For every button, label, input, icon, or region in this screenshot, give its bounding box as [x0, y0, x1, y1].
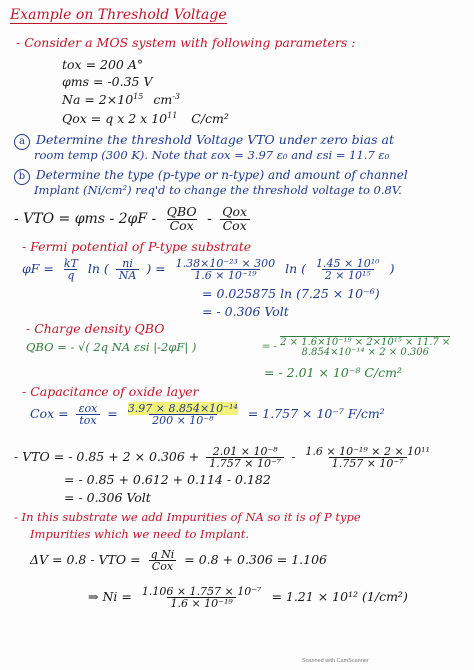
kt-over-q-fraction: [61, 258, 81, 281]
charge-radicand-line1: 2 × 1.6×10⁻¹⁹ × 2×10¹⁵ × 11.7 ×: [280, 337, 451, 348]
qni-numerator: q Ni: [150, 548, 175, 561]
qbo-over-cox-fraction: [164, 206, 200, 232]
vto-formula-lhs: - VTO = φms - 2φF -: [14, 211, 157, 227]
highlighted-value: 3.97 × 8.854×10⁻¹⁴: [127, 402, 238, 415]
param-qox-exp: 11: [167, 111, 178, 120]
param-qox-base: Qox = q x 2 x 10: [62, 111, 168, 127]
page-title: [10, 8, 227, 22]
task-b-marker: b: [14, 169, 30, 185]
fermi-ln2-open: ln (: [285, 261, 307, 276]
qbo-value-numerator: 2.01 × 10⁻⁸: [212, 445, 278, 458]
ni-value-numerator: 1.45 × 10¹⁰: [316, 257, 380, 270]
ni-value-numerator: 1.106 × 1.757 × 10⁻⁷: [141, 585, 262, 598]
cox-denominator-2: Cox: [220, 219, 250, 233]
fermi-ln2-close: ): [389, 261, 395, 276]
param-qox-unit: C/cm²: [191, 111, 229, 127]
cap-value-denominator: 200 × 10⁻⁸: [149, 414, 216, 426]
task-a-text1: Determine the threshold Voltage VTO under zero bias at: [36, 132, 395, 147]
ni-lhs: ⇒ Ni =: [88, 589, 132, 604]
qox-numerator: Qox: [222, 204, 248, 219]
na-value-denominator: 2 × 10¹⁵: [322, 269, 374, 281]
eox-numerator: εox: [78, 402, 98, 415]
param-na: [62, 93, 180, 107]
page-title-text: Example on Threshold Voltage: [10, 7, 227, 23]
cap-heading: - Capacitance of oxide layer: [22, 384, 199, 399]
kt-value-denominator: 1.6 × 10⁻¹⁹: [191, 269, 259, 281]
cox-denominator: Cox: [167, 219, 197, 233]
ni-value-fraction: [139, 586, 265, 609]
vto-formula: [14, 206, 253, 232]
implant-line2: Impurities which we need to Implant.: [30, 527, 250, 541]
task-b-text1: Determine the type (p-type or n-type) and amount of channel: [36, 168, 408, 182]
ni-result: = 1.21 × 10¹² (1/cm²): [271, 589, 408, 604]
ni-value-denominator: 1.6 × 10⁻¹⁹: [167, 597, 235, 609]
implant-line1: - In this substrate we add Impurities of NA so it is of P type: [14, 510, 361, 524]
cap-equation: [30, 403, 385, 426]
fermi-lhs: φF =: [22, 261, 54, 276]
param-qox: [62, 112, 229, 126]
fermi-equation: [22, 258, 394, 281]
charge-radicand-stack: [280, 336, 450, 358]
task-b-line2: Implant (Ni/cm²) req'd to change the threshold voltage to 0.8V.: [34, 183, 402, 197]
kt-value-fraction: [173, 258, 279, 281]
vto-formula-minus: -: [207, 211, 212, 227]
tox-denominator: tox: [76, 414, 99, 426]
param-phi-ms: φms = -0.35 V: [62, 74, 153, 89]
fermi-heading: - Fermi potential of P-type substrate: [22, 239, 252, 254]
ni-na-value-fraction: [313, 258, 383, 281]
task-a-line2: room temp (300 K). Note that εox = 3.97 ε₀ and εsi = 11.7 ε₀: [34, 148, 390, 162]
cap-result: = 1.757 × 10⁻⁷ F/cm²: [247, 406, 385, 421]
param-tox: tox = 200 A°: [62, 57, 144, 72]
qni-over-cox-fraction: [148, 549, 178, 572]
cap-eq: =: [107, 406, 118, 421]
cap-value-numerator: [125, 403, 241, 414]
vto-calc-line2: = - 0.85 + 0.612 + 0.114 - 0.182: [64, 472, 271, 487]
charge-heading: - Charge density QBO: [26, 321, 165, 336]
delta-rhs: = 0.8 + 0.306 = 1.106: [184, 552, 327, 567]
qox-cox-value-fraction: [302, 446, 433, 469]
eox-over-tox-fraction: [76, 403, 101, 426]
cap-lhs: Cox =: [30, 406, 69, 421]
na-denominator: NA: [116, 269, 140, 281]
fermi-step2: = - 0.306 Volt: [202, 304, 289, 319]
qox-over-cox-fraction: [219, 206, 250, 232]
ni-over-na-fraction: [116, 258, 140, 281]
cap-value-fraction: [125, 403, 241, 426]
vto-calc-minus: -: [291, 449, 296, 464]
charge-radicand-line2: 8.854×10⁻¹⁴ × 2 × 0.306: [301, 347, 429, 358]
charge-radicand: [262, 336, 450, 358]
param-na-exp: 15: [133, 92, 144, 101]
fermi-step1: = 0.025875 ln (7.25 × 10⁻⁶): [202, 286, 380, 301]
charge-lhs: QBO = - √( 2q NA εsi |-2φF| ): [26, 340, 197, 354]
kt-numerator: kT: [63, 257, 78, 270]
delta-lhs: ΔV = 0.8 - VTO =: [30, 552, 141, 567]
param-na-base: Na = 2×10: [62, 92, 134, 108]
intro-line: - Consider a MOS system with following parameters :: [16, 35, 356, 50]
vto-calc-line1: [14, 446, 436, 469]
cox-denominator-3: Cox: [149, 560, 176, 572]
fermi-ln-close: ) =: [146, 261, 166, 276]
qbo-cox-value-fraction: [206, 446, 284, 469]
scanner-watermark: Scanned with CamScanner: [302, 658, 369, 664]
cox-value-denominator: 1.757 × 10⁻⁷: [206, 457, 284, 469]
vto-calc-line3: = - 0.306 Volt: [64, 490, 151, 505]
charge-eq: = -: [262, 341, 277, 353]
q-denominator: q: [64, 269, 77, 281]
ni-numerator: ni: [122, 257, 133, 270]
vto-calc-lhs: - VTO = - 0.85 + 2 × 0.306 +: [14, 449, 200, 464]
ni-equation: [88, 586, 408, 609]
cox-value-denominator-2: 1.757 × 10⁻⁷: [329, 457, 407, 469]
fermi-ln-open: ln (: [87, 261, 109, 276]
task-a-marker: a: [14, 134, 30, 150]
qox-value-numerator: 1.6 × 10⁻¹⁹ × 2 × 10¹¹: [305, 445, 430, 458]
qbo-numerator: QBO: [166, 204, 197, 219]
param-na-unit: cm: [153, 92, 173, 108]
kt-value-numerator: 1.38×10⁻²³ × 300: [175, 257, 276, 270]
delta-equation: [30, 549, 327, 572]
charge-result: = - 2.01 × 10⁻⁸ C/cm²: [264, 365, 403, 380]
param-na-unit-exp: -3: [172, 92, 180, 101]
